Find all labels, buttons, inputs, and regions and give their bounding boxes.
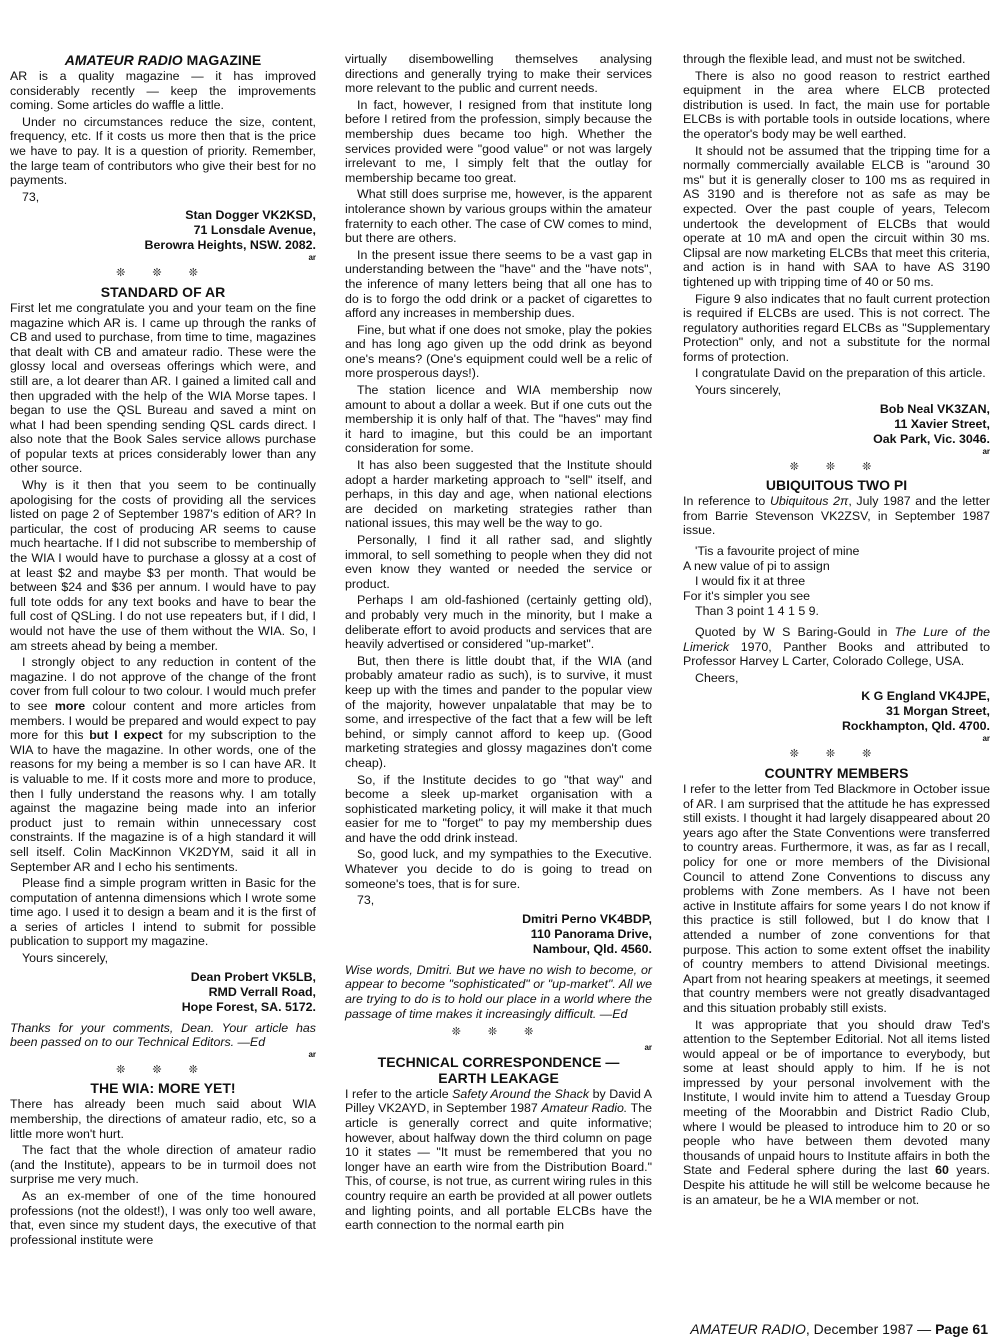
end-mark: ar [308, 253, 316, 263]
limerick [683, 544, 990, 619]
country-members-heading: COUNTRY MEMBERS [764, 765, 909, 781]
letter-paragraph: AR is a quality magazine — it has improved considerably recently — keep the improvements coming. Some articles do waffle a little. [10, 69, 316, 113]
section-separator: ❊ ❊ ❊ [789, 748, 884, 761]
standard-of-ar-heading: STANDARD OF AR [100, 283, 226, 300]
end-mark: ar [982, 734, 990, 744]
letter-paragraph: In reference to Ubiquitous 2π, July 1987 and the letter from Barrie Stevenson VK2ZSV, in September 1987 issue. [683, 494, 991, 538]
signature-name: Bob Neal VK3ZAN, [879, 401, 990, 416]
section-separator: ❊ ❊ ❊ [789, 460, 884, 473]
letter-paragraph: virtually disembowelling themselves analysing directions and generally trying to make their services more relevant to the public and current needs. [345, 52, 652, 96]
section-separator: ❊ ❊ ❊ [116, 267, 210, 280]
letter-paragraph: In fact, however, I resigned from that institute long before I retired from the profession, simply because the membership dues became too high. Whether the services provided were "good value" or not was largely irrelevant to me, I simply felt that the outlay for membership became too great. [345, 97, 652, 185]
signature-address: 110 Panorama Drive, [530, 926, 652, 941]
signature-name: Dmitri Perno VK4BDP, [522, 911, 652, 926]
signature-address: Hope Forest, SA. 5172. [181, 999, 316, 1014]
signature-name: Stan Dogger VK2KSD, [185, 208, 316, 223]
letter-paragraph: There has already been much said about WIA membership, the directions of amateur radio, etc, so a little more won't hurt. [10, 1097, 316, 1141]
letter-paragraph: Fine, but what if one does not smoke, play the pokies and has long ago given up the odd drink as beyond one's means? (One's equipment could well be a relic of more prosperous days!). [345, 322, 652, 381]
column-3 [683, 52, 990, 1209]
footer-page-number: Page 61 [935, 1321, 988, 1337]
ubiquitous-two-pi-heading: UBIQUITOUS TWO PI [765, 477, 908, 494]
limerick-line: For it's simpler you see [683, 589, 810, 604]
letter-closing: Yours sincerely, [695, 383, 782, 398]
footer-date: , December 1987 — [805, 1321, 932, 1337]
section-separator: ❊ ❊ ❊ [451, 1026, 546, 1039]
letter-closing: Cheers, [695, 670, 739, 685]
letter-paragraph: Under no circumstances reduce the size, content, frequency, etc. If it costs us more then that is the price we have to pay. It is a question of priority. Remember, the large team of contributors who give their best for no payments. [10, 114, 316, 188]
letter-closing: 73, [22, 189, 40, 204]
signature-address: Oak Park, Vic. 3046. [873, 431, 990, 446]
letter-paragraph: I refer to the letter from Ted Blackmore in October issue of AR. I am surprised that the attitude he has expressed still exists. I thought it had largely disappeared about 20 years ago after the State Conventions were transferred to country areas. Furthermore, it was, as far as I recall, policy for one or more members of the Divisional Council to attend Zone Conventions to discuss any problems with Zone members. As I have not been active in Institute affairs for some years I do not know if this practice is still followed, but I do know that I attended a number of zone conventions for that purpose. This action to some extent offset the inability of country members to attend Divisional meetings. Apart from not hearing speakers at meetings, it seemed that country members were not greatly disadvantaged and this situation probably still exists. [683, 782, 990, 1015]
letter-closing: 73, [357, 893, 375, 908]
letter-paragraph: In the present issue there seems to be a vast gap in understanding between the "have" and the "have nots", the inference of many letters being that all one has to do is to forgo the odd drink or a packet of cigarettes to afford any increases in membership dues. [345, 247, 652, 321]
end-mark: ar [982, 446, 990, 456]
signature-name: K G England VK4JPE, [861, 689, 990, 704]
limerick-line: 'Tis a favourite project of mine [695, 544, 860, 559]
editor-note: Thanks for your comments, Dean. Your article has been passed on to our Technical Editors. —Ed [10, 1020, 316, 1050]
column-2 [345, 52, 652, 1235]
letter-paragraph: I congratulate David on the preparation of this article. [695, 366, 986, 381]
end-mark: ar [644, 1042, 652, 1052]
page-footer [688, 1321, 988, 1337]
letter-paragraph: First let me congratulate you and your team on the fine magazine which AR is. I came up through the ranks of CB and used to purchase, from time to time, magazines that dealt with CB and amateur radio. These were the glossy local and overseas offerings which were, and still are, a lot dearer than AR. I gained a limited call and then upgraded with the help of the WIA Morse tapes. I began to use the QSL Bureau and saved a mint on what I had been spending sending QSL cards direct. I also note that the Book Sales service allows purchase of popular texts at prices considerably lower than any other source. [10, 300, 316, 476]
letter-paragraph: So, if the Institute decides to go "that way" and become a sleek up-market organisation with a sophisticated marketing policy, it will make it that much easier for me to "forget" to pay my membership dues and have the odd drink instead. [345, 772, 652, 845]
letter-paragraph: It should not be assumed that the tripping time for a normally commercially available ELCB is "around 30 ms" but it is generally closer to 100 ms as required in AS 3190 and is therefore not as safe as may be expected. Over the past couple of years, Telecom undertook the development of ELCBs that would operate at 10 mA and open the circuit within 30 ms. Clipsal are now marketing ELCBs that meet this criteria, and action is in hand with SAA to have AS 3190 tightened up with tripping time of 40 or 50 ms. [683, 143, 990, 289]
letter-paragraph: What still does surprise me, however, is the apparent intolerance shown by various groups within the amateur fraternity to each other. The case of CW comes to mind, but there are others. [345, 187, 652, 246]
letter-closing: Yours sincerely, [22, 951, 109, 966]
footer-magazine: AMATEUR RADIO [690, 1321, 806, 1337]
signature-address: Berowra Heights, NSW. 2082. [144, 238, 316, 253]
editor-note: Wise words, Dmitri. But we have no wish to become, or appear to become "sophisticated" or "up-market". All we are trying to do is to hold our place in a world where the passage of time makes it increasingly difficult. —Ed [345, 962, 652, 1021]
end-mark: ar [308, 1049, 316, 1059]
letter-paragraph: Figure 9 also indicates that no fault current protection is required if ELCBs are used. This is not correct. The regulatory authorities regard ELCBs as "Supplementary Protection" only, and not a substitute for the normal forms of protection. [683, 291, 990, 364]
letter-paragraph: Quoted by W S Baring-Gould in The Lure of the Limerick 1970, Panther Books and attributed to Professor Harvey L Carter, Colorado College, USA. [683, 625, 990, 669]
letter-paragraph: As an ex-member of one of the time honoured professions (not the oldest!), I was only too well aware, that, even since my student days, the executive of that professional institute were [10, 1189, 316, 1247]
signature-address: 71 Lonsdale Avenue, [193, 223, 316, 238]
limerick-line: A new value of pi to assign [683, 559, 830, 574]
limerick-line: Than 3 point 1 4 1 5 9. [695, 604, 819, 619]
letter-paragraph: So, good luck, and my sympathies to the Executive. Whatever you decide to do is going to tread on someone's toes, that is for sure. [345, 847, 652, 891]
amateur-radio-magazine-heading: AMATEUR RADIO MAGAZINE [64, 52, 262, 68]
limerick-line: I would fix it at three [695, 574, 806, 589]
signature-address: Rockhampton, Qld. 4700. [841, 719, 990, 734]
letter-paragraph: It was appropriate that you should draw Ted's attention to the September Editorial. Not all items listed would appeal or be of importance to everybody, but some at least should apply to him. If he is not impressed by your personal involvement with the Institute, I would invite him to attend a Tuesday Group meeting of the Moorabbin and District Radio Club, where I would be pleased to introduce him to 20 or so people who have between them devoted many thousands of unpaid hours to Institute affairs in both the State and Federal sphere during the last 60 years. Despite his attitude he will still be welcome because he is an amateur, be he a WIA member or not. [683, 1017, 990, 1207]
column-1 [10, 52, 316, 1249]
section-separator: ❊ ❊ ❊ [116, 1063, 210, 1076]
signature-address: RMD Verrall Road, [208, 984, 316, 999]
letter-paragraph: Why is it then that you seem to be continually apologising for the costs of providing all the services listed on page 2 of September 1987's edition of AR? In particular, the cost of producing AR seems to cause much heartache. If I did not subscribe to membership of the WIA I would have to purchase a glossy at a cost of at least $2 and maybe $3 per month. That would be between $24 and $36 per annum. I would have to pay full tote odds for any text books and have to bear the full cost of QSLing. I do not use repeaters but, if I did, I would not have the use of them without the WIA. So, I am streets ahead by being a member. [10, 478, 316, 653]
letter-paragraph: Personally, I find it all rather sad, and slightly immoral, to sell something to people when they did not even know they wanted or needed the service or product. [345, 533, 652, 591]
letter-paragraph: It has also been suggested that the Institute should adopt a harder marketing approach to "sell" itself, and perhaps, in this day and age, when national elections are decided on marketing strategies rather than national issues, this may well be the way to go. [345, 458, 652, 531]
letter-paragraph: Please find a simple program written in Basic for the computation of antenna dimensions which I wrote some time ago. I used it to design a beam and it is the first of a series of articles I intend to submit for possible publication to support my magazine. [10, 876, 316, 949]
earth-leakage-heading: TECHNICAL CORRESPONDENCE — EARTH LEAKAGE [377, 1053, 620, 1086]
letter-paragraph: through the flexible lead, and must not be switched. [683, 52, 966, 66]
signature-name: Dean Probert VK5LB, [190, 969, 316, 984]
letter-paragraph: I refer to the article Safety Around the Shack by David A Pilley VK2AYD, in September 1987 Amateur Radio. The article is generally correct and quite informative; however, about halfway down the third column on page 10 it states — "It must be remembered that you no longer have an earth wire from the Distribution Board." This, of course, is not true, as current wiring rules in this country require an earth be provided at all power outlets and lighting points, and all portable ELCBs have the earth connection to the normal earth pin [345, 1086, 652, 1233]
signature-address: Nambour, Qld. 4560. [532, 941, 652, 956]
letter-paragraph: The station licence and WIA membership now amount to about a dollar a week. But if one cuts out the membership it is only half of that. The "haves" may find it hard to imagine, but this could be an important consideration for some. [345, 383, 652, 456]
letter-paragraph: Perhaps I am old-fashioned (certainly getting old), and probably very much in the minority, but I make a deliberate effort to avoid products and services that are heavily advertised or considered "up-market". [345, 593, 652, 652]
letter-paragraph: I strongly object to any reduction in content of the magazine. I do not approve of the change of the front cover from full colour to two colour. I would much prefer to see more colour content and more articles from members. I would be prepared and would expect to pay more for this but I expect for my subscription to the WIA to have the magazine. In other words, one of the reasons for my being a member is so I can have AR. It is valuable to me. If it costs more and more to produce, then I fully understand the reasons why. I am totally against the magazine being made into an inferior product just to remain within unnecessary cost constraints. If the magazine is of a high standard it will sell itself. Colin MacKinnon VK2DYM, said it all in September AR and I echo his sentiments. [10, 655, 316, 874]
letter-paragraph: There is also no good reason to restrict earthed equipment in the area where ELCB protected distribution is used. In fact, the main use for portable ELCBs is with portable tools in outside locations, where the operator's body may be well earthed. [683, 68, 990, 141]
signature-address: 11 Xavier Street, [894, 416, 990, 431]
letter-paragraph: But, then there is little doubt that, if the WIA (and probably amateur radio as such), is to survive, it must keep up with the times and pander to the popular view of the majority, however unpalatable that may be to some, and irrespective of the fact that a few will be left behind, or simply cannot afford to keep up. (Good marketing strategies and glossy magazines don't come cheap). [345, 653, 652, 770]
signature-address: 31 Morgan Street, [886, 704, 990, 719]
letter-paragraph: The fact that the whole direction of amateur radio (and the Institute), appears to be in turmoil does not surprise me very much. [10, 1143, 316, 1187]
wia-more-yet-heading: THE WIA: MORE YET! [90, 1080, 236, 1097]
